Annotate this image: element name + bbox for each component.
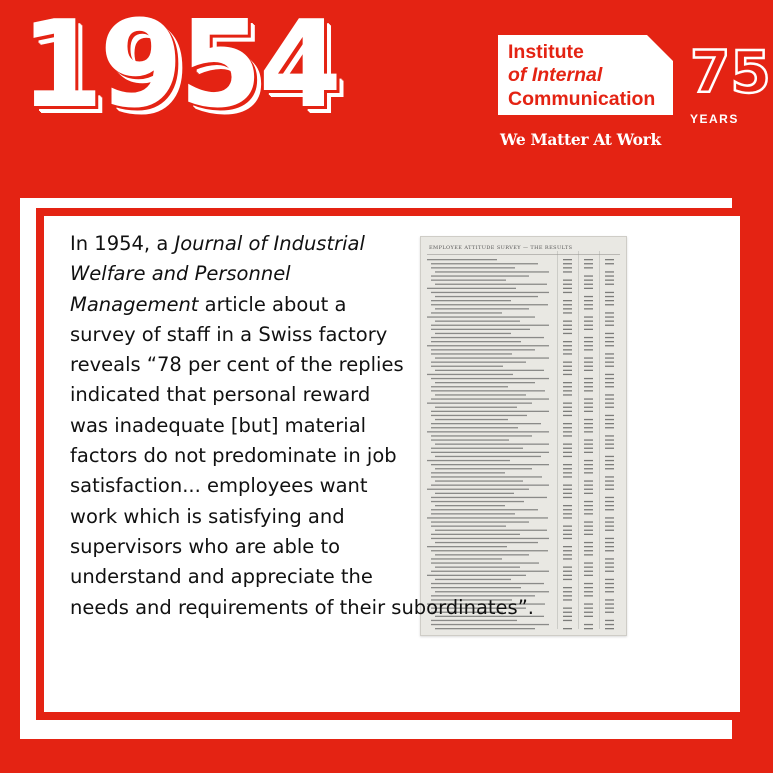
year-heading: 1954 [20,0,338,135]
document-number-cell [563,628,572,629]
document-text-line [435,628,535,629]
tagline: We Matter At Work [500,130,661,149]
logo-text-line-2: of Internal [508,64,603,86]
intro-before: In 1954, a [70,232,175,255]
anniversary-75-logo [688,36,771,106]
document-text-line [431,624,549,625]
intro-after: article about a survey of staff in a Swiss factory reveals “78 per cent of the replies indicated that personal reward was inadequate [but] material factors do not predominate in job satisfaction... employees want work which is satisfying and supervisors who are able to understand and appreciate the needs and requirements of their subordinates”. [70,292,534,619]
document-title: EMPLOYEE ATTITUDE SURVEY — THE RESULTS [429,245,573,251]
document-number-cell [584,628,593,629]
document-number-cell [605,628,614,629]
logo-text-line-3: Communication [508,88,656,110]
iic-logo [498,35,673,115]
logo-text-line-1: Institute [508,41,584,63]
journal-title: Journal of Industrial Welfare and Personnel Management [70,232,365,316]
article-text [70,229,640,623]
anniversary-number: 75 [690,38,771,106]
document-number-cell [605,624,614,625]
anniversary-years-label: YEARS [690,112,739,126]
logo-corner-triangle [647,35,673,61]
document-number-cell [584,624,593,625]
wrap-spacer [410,229,640,574]
